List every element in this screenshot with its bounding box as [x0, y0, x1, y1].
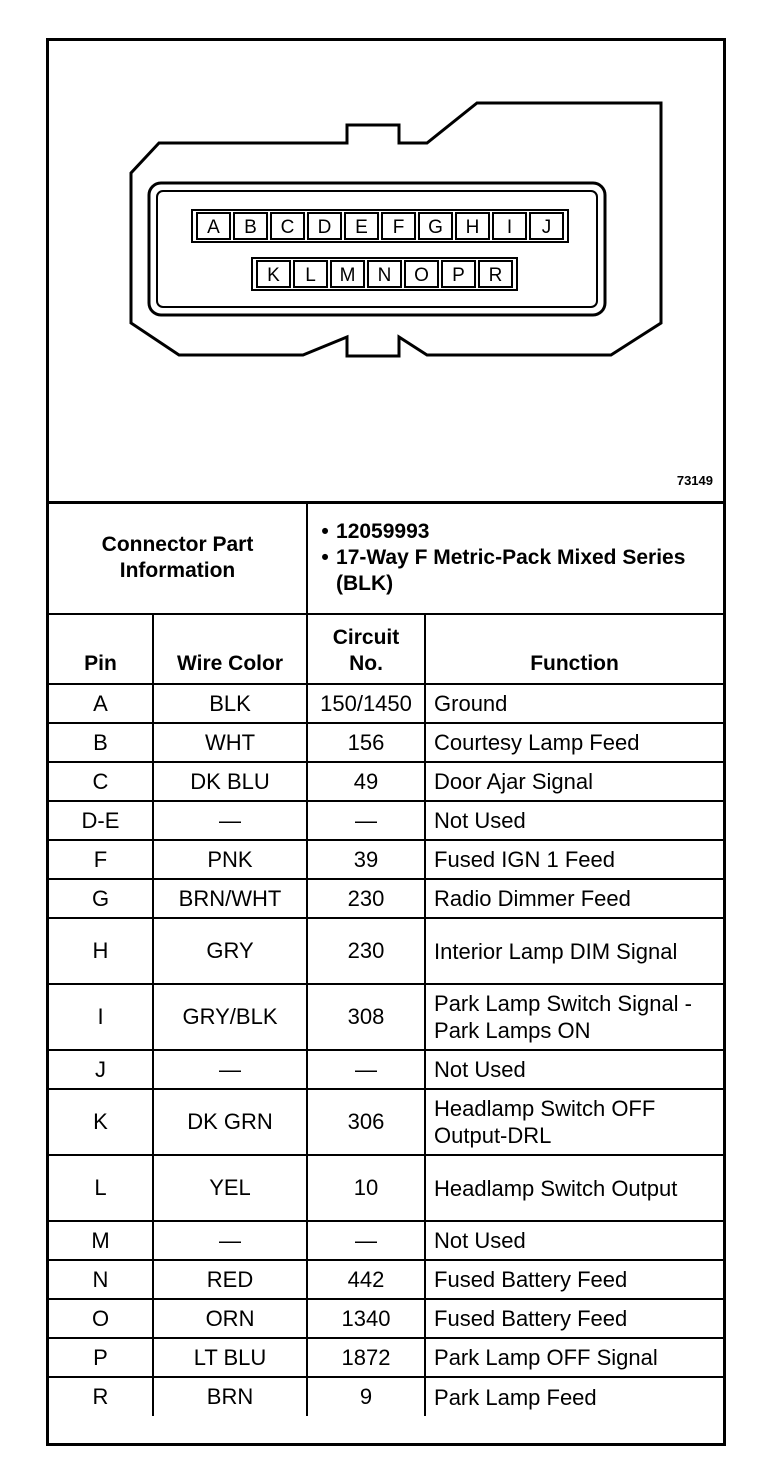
pin-label: H [465, 217, 480, 238]
connector-sheet [46, 38, 726, 1446]
pin-label: N [377, 265, 392, 286]
cell-function: Fused Battery Feed [425, 1260, 723, 1299]
pin-label: M [339, 265, 356, 286]
cell-function: Headlamp Switch OFF Output-DRL [425, 1089, 723, 1155]
cell-function: Headlamp Switch Output [425, 1155, 723, 1221]
cell-wire-color: RED [153, 1260, 307, 1299]
pin-label: B [244, 217, 257, 238]
cell-pin: R [49, 1377, 153, 1416]
header-wire-color: Wire Color [153, 614, 307, 684]
cell-circuit-no: 1340 [307, 1299, 425, 1338]
table-row [49, 1377, 723, 1416]
cell-wire-color: LT BLU [153, 1338, 307, 1377]
figure-id: 73149 [676, 473, 713, 488]
cell-function: Ground [425, 684, 723, 723]
part-info-item: • 12059993 [321, 520, 430, 543]
cell-pin: F [49, 840, 153, 879]
table-row [49, 684, 723, 723]
part-info-row [49, 502, 723, 614]
cell-wire-color: PNK [153, 840, 307, 879]
connector-description: 17-Way F Metric-Pack Mixed Series (BLK) [336, 546, 686, 595]
cell-function: Not Used [425, 801, 723, 840]
cell-pin: B [49, 723, 153, 762]
cell-circuit-no: 150/1450 [307, 684, 425, 723]
pin-label: O [414, 265, 429, 286]
pin-label: D [317, 217, 332, 238]
cell-function: Park Lamp Switch Signal -Park Lamps ON [425, 984, 723, 1050]
cell-wire-color: — [153, 1221, 307, 1260]
connector-diagram [49, 41, 723, 504]
cell-function: Fused IGN 1 Feed [425, 840, 723, 879]
cell-pin: P [49, 1338, 153, 1377]
part-info-label: Connector Part Information [49, 502, 307, 614]
pin-label: F [392, 217, 405, 238]
cell-pin: M [49, 1221, 153, 1260]
cell-pin: G [49, 879, 153, 918]
table-row [49, 723, 723, 762]
table-row [49, 1299, 723, 1338]
pin-label: L [305, 265, 316, 286]
cell-wire-color: GRY [153, 918, 307, 984]
cell-pin: N [49, 1260, 153, 1299]
cell-wire-color: YEL [153, 1155, 307, 1221]
header-row [49, 614, 723, 684]
cell-function: Not Used [425, 1221, 723, 1260]
table-row [49, 984, 723, 1050]
pin-label: A [207, 217, 220, 238]
part-number: 12059993 [336, 520, 430, 543]
pin-label: P [452, 265, 465, 286]
cell-wire-color: — [153, 1050, 307, 1089]
header-function: Function [425, 614, 723, 684]
cell-circuit-no: — [307, 1221, 425, 1260]
table-row [49, 1089, 723, 1155]
table-row [49, 840, 723, 879]
table-row [49, 1050, 723, 1089]
cell-function: Interior Lamp DIM Signal [425, 918, 723, 984]
cell-circuit-no: 308 [307, 984, 425, 1050]
table-row [49, 1338, 723, 1377]
table-row [49, 1221, 723, 1260]
cell-circuit-no: — [307, 801, 425, 840]
cell-wire-color: GRY/BLK [153, 984, 307, 1050]
cell-circuit-no: 1872 [307, 1338, 425, 1377]
table-row [49, 801, 723, 840]
pin-label: C [280, 217, 295, 238]
cell-wire-color: BLK [153, 684, 307, 723]
pin-label: J [541, 217, 552, 238]
cell-pin: H [49, 918, 153, 984]
table-row [49, 918, 723, 984]
cell-function: Radio Dimmer Feed [425, 879, 723, 918]
cell-wire-color: DK GRN [153, 1089, 307, 1155]
pin-label: R [488, 265, 503, 286]
cell-circuit-no: 10 [307, 1155, 425, 1221]
table-row [49, 1260, 723, 1299]
cell-circuit-no: — [307, 1050, 425, 1089]
cell-pin: I [49, 984, 153, 1050]
cell-pin: J [49, 1050, 153, 1089]
cell-wire-color: — [153, 801, 307, 840]
cell-circuit-no: 230 [307, 879, 425, 918]
cell-wire-color: WHT [153, 723, 307, 762]
table-row [49, 1155, 723, 1221]
cell-circuit-no: 39 [307, 840, 425, 879]
table-row [49, 762, 723, 801]
header-circuit-no: Circuit No. [307, 614, 425, 684]
cell-function: Park Lamp Feed [425, 1377, 723, 1416]
cell-wire-color: BRN/WHT [153, 879, 307, 918]
cell-pin: C [49, 762, 153, 801]
pin-label: E [355, 217, 368, 238]
pin-label: G [428, 217, 443, 238]
cell-function: Door Ajar Signal [425, 762, 723, 801]
header-pin: Pin [49, 614, 153, 684]
cell-circuit-no: 156 [307, 723, 425, 762]
pin-label: I [506, 217, 513, 238]
cell-pin: D-E [49, 801, 153, 840]
connector-face-drawing [49, 41, 723, 501]
cell-circuit-no: 306 [307, 1089, 425, 1155]
cell-wire-color: DK BLU [153, 762, 307, 801]
cell-function: Fused Battery Feed [425, 1299, 723, 1338]
cell-pin: O [49, 1299, 153, 1338]
part-info-item: • 17-Way F Metric-Pack Mixed Series (BLK) [314, 545, 717, 597]
cell-pin: L [49, 1155, 153, 1221]
pinout-table [49, 501, 723, 1416]
cell-function: Park Lamp OFF Signal [425, 1338, 723, 1377]
cell-pin: A [49, 684, 153, 723]
cell-circuit-no: 442 [307, 1260, 425, 1299]
table-row [49, 879, 723, 918]
cell-wire-color: ORN [153, 1299, 307, 1338]
pin-label: K [267, 265, 280, 286]
connector-body-outer [149, 183, 605, 315]
part-info-list [307, 502, 723, 614]
cell-function: Courtesy Lamp Feed [425, 723, 723, 762]
cell-function: Not Used [425, 1050, 723, 1089]
cell-circuit-no: 230 [307, 918, 425, 984]
cell-pin: K [49, 1089, 153, 1155]
cell-circuit-no: 9 [307, 1377, 425, 1416]
cell-circuit-no: 49 [307, 762, 425, 801]
cell-wire-color: BRN [153, 1377, 307, 1416]
